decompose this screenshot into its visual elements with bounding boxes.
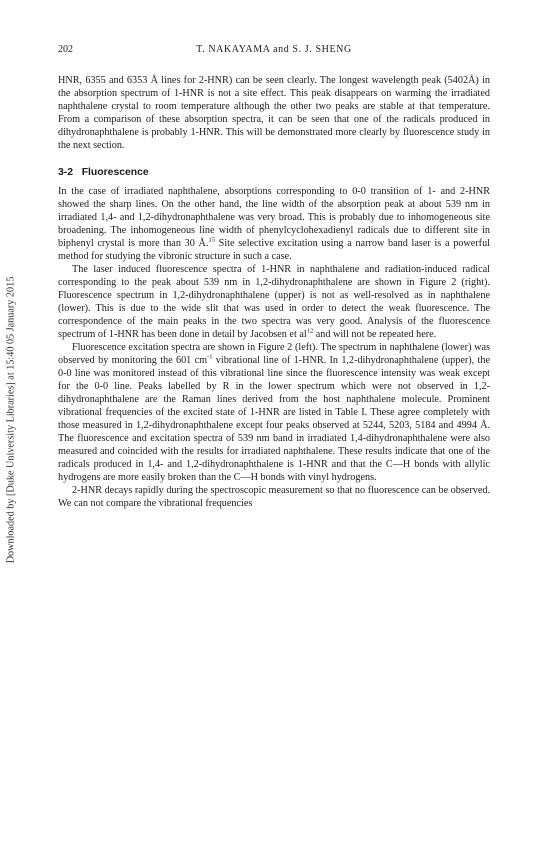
- paragraph-2-text: The laser induced fluorescence spectra of 1-HNR in naphthalene and radiation-induced radical corresponding to the peak about 539 nm in 1,2-dihydronaphthalene are shown in Figure 2 (right). Fluorescence spectrum in 1,2-dihydronaphthalene (upper) is not as well-resolved as in naphthalene (lower). This is due to the wide slit that was used in order to detect the weak fluorescence. The correspondence of the main peaks in the two spectra was very good. Analysis of the fluorescence spectrum of 1-HNR has been done in: [58, 264, 490, 340]
- running-title: T. NAKAYAMA and S. J. SHENG: [196, 44, 352, 55]
- section-number: 3-2: [58, 167, 74, 178]
- page-header: [58, 44, 490, 58]
- paragraph-3-text-b: vibrational line of 1-HNR. In 1,2-dihydronaphthalene (upper), the 0-0 line was monitored instead of this vibrational line since the fluorescence intensity was weak except for the 0-0 line. Peaks labelled by R in the lower spectrum which were not observed in 1,2-dihydronaphthalene are the Raman lines derived from the host naphthalene molecule. Prominent vibrational frequencies of the excited state of 1-HNR are listed in Table I. These agree completely with those measured in 1,2-dihydronaphthalene except four peaks observed at 5244, 5203, 5184 and 4994 Å. The fluorescence and excitation spectra of 539 nm band in irradiated 1,4-dihydronaphthalene were also measured and coincided with the results for irradiated naphthalene. These results indicate that one of the radicals produced in 1,4- and 1,2-dihydronaphthalene is 1-HNR and that the C—H bonds with allylic hydrogens are more easily broken than the C—H bonds with vinyl hydrogens.: [58, 355, 490, 483]
- page-number: 202: [58, 44, 73, 55]
- paragraph-continued: HNR, 6355 and 6353 Å lines for 2-HNR) can be seen clearly. The longest wavelength peak (5402Å) in the absorption spectrum of 1-HNR is not a site effect. This peak disappears on warming the irradiated naphthalene crystal to room temperature although the other two peaks are stable at that temperature. From a comparison of these absorption spectra, it can be seen that one of the radicals produced in dihydronaphthalene is probably 1-HNR. This will be demonstrated more clearly by fluorescence study in the next section.: [58, 75, 490, 151]
- download-note: Downloaded by [Duke University Libraries] at 15:40 05 January 2015: [5, 276, 17, 564]
- paragraph-3: [58, 341, 490, 484]
- reference-12: 12: [306, 327, 314, 335]
- section-heading: [58, 167, 490, 178]
- wavenumber-unit-exponent: -1: [207, 353, 213, 361]
- paragraph-1: [58, 185, 490, 263]
- paragraph-2-end-a: detail by Jacobsen et al: [212, 329, 307, 340]
- download-watermark: [4, 200, 18, 640]
- paragraph-2: [58, 263, 490, 341]
- paragraph-4: 2-HNR decays rapidly during the spectroscopic measurement so that no fluorescence can be observed. We can not compare the vibrational frequencies: [58, 485, 490, 509]
- paragraph-3-text-a: Fluorescence excitation spectra are shown in Figure 2 (left). The spectrum in naphthalene (lower) was observed by monitoring the 601 cm: [58, 342, 490, 366]
- paragraph-1-text-b: Site selective excitation using a narrow band laser is a powerful method for studying the vibronic structure in such a case.: [58, 238, 490, 262]
- page-body: [58, 44, 490, 510]
- section-title: Fluorescence: [81, 167, 149, 178]
- paragraph-2-end-b: and will not be repeated here.: [313, 329, 437, 340]
- paragraph-1-text-a: In the case of irradiated naphthalene, absorptions corresponding to 0-0 transition of 1- and 2-HNR showed the sharp lines. On the other hand, the line width of the absorption peak at about 539 nm in irradiated 1,4- and 1,2-dihydronaphthalene was very broad. This is probably due to inhomogeneous site broadening. The inhomogeneous line width of phenylcyclohexadienyl radicals due to different site in biphenyl crystal is more than 30 Å.: [58, 186, 490, 249]
- reference-15: 15: [208, 236, 215, 244]
